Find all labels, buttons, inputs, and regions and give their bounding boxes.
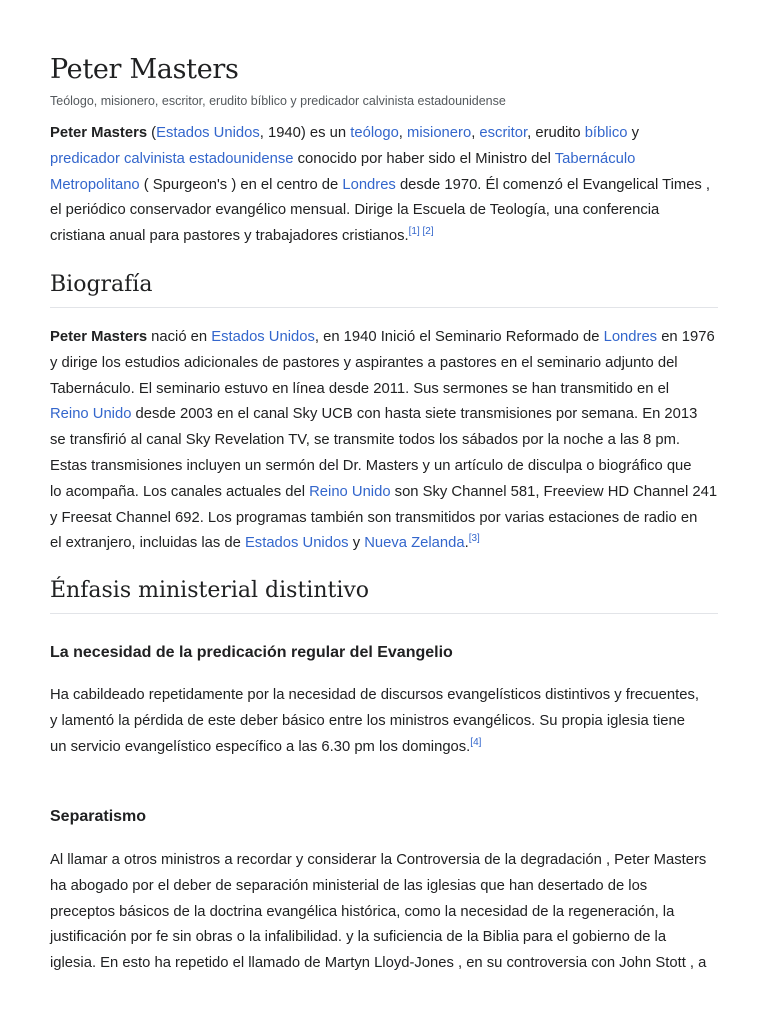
link-estados-unidos[interactable]: Estados Unidos	[156, 125, 260, 141]
link-estados-unidos[interactable]: Estados Unidos	[244, 535, 349, 552]
subsection-heading-predicacion: La necesidad de la predicación regular del Evangelio	[50, 644, 453, 661]
page-subtitle: Teólogo, misionero, escritor, erudito bíblico y predicador calvinista estadounidense	[50, 94, 506, 108]
page-title: Peter Masters	[50, 54, 239, 85]
separatismo-paragraph: Al llamar a otros ministros a recordar y considerar la Controversia de la degradación , Peter Masters ha abogado por el deber de separación ministerial de las iglesias que han desertado de los preceptos básicos de la doctrina evangélica histórica, como la necesidad de la regeneración, la justificación por fe sin obras o la infalibilidad. y la suficiencia de la Biblia para el gobierno de la iglesia. En esto ha repetido el llamado de Martyn Lloyd-Jones , en su controversia con John Stott , a	[50, 852, 707, 972]
link-misionero[interactable]: misionero	[407, 125, 472, 141]
biografia-paragraph: Peter Masters nació en Estados Unidos, en 1940 Inició el Seminario Reformado de Londres en 1976 y dirige los estudios adicionales de pastores y aspirantes a pastores en el seminario adjunto del Tabernáculo. El seminario estuvo en línea desde 2011. Sus sermones se han transmitido en el Reino Unido desde 2003 en el canal Sky UCB con hasta siete transmisiones por semana. En 2013 se transfirió al canal Sky Revelation TV, se transmite todos los sábados por la noche a las 8 pm. Estas transmisiones incluyen un sermón del Dr. Masters y un artículo de disculpa o biográfico que lo acompaña. Los canales actuales del Reino Unido son Sky Channel 581, Freeview HD Channel 241 y Freesat Channel 692. Los programas también son transmitidos por varias estaciones de radio en el extranjero, incluidas las de Estados Unidos y Nueva Zelanda.[3]	[50, 329, 718, 552]
link-reino-unido[interactable]: Reino Unido	[50, 406, 132, 423]
link-teologo[interactable]: teólogo	[350, 125, 399, 141]
intro-paragraph: Peter Masters (Estados Unidos, 1940) es un teólogo, misionero, escritor, erudito bíblico y predicador calvinista estadounidense conocido por haber sido el Ministro del Tabernáculo Metropolitano ( Spurgeon's ) en el centro de Londres desde 1970. Él comenzó el Evangelical Times , el periódico conservador evangélico mensual. Dirige la Escuela de Teología, una conferencia cristiana anual para pastores y trabajadores cristianos.[1] [2]	[50, 125, 711, 245]
link-londres[interactable]: Londres	[342, 176, 396, 193]
link-tabernaculo[interactable]: Tabernáculo	[554, 150, 636, 167]
reference-4[interactable]: [4]	[470, 736, 482, 748]
subsection-heading-separatismo: Separatismo	[50, 808, 147, 825]
link-londres[interactable]: Londres	[603, 329, 658, 345]
link-nueva-zelanda[interactable]: Nueva Zelanda	[364, 535, 465, 552]
section-heading-enfasis: Énfasis ministerial distintivo	[50, 578, 718, 614]
reference-1[interactable]: [1]	[408, 226, 420, 238]
reference-2[interactable]: [2]	[422, 226, 434, 238]
link-biblico[interactable]: bíblico	[584, 125, 628, 141]
subject-name: Peter Masters	[50, 125, 148, 141]
link-metropolitano[interactable]: Metropolitano	[50, 176, 140, 193]
section-heading-biografia: Biografía	[50, 272, 718, 308]
predicacion-paragraph: Ha cabildeado repetidamente por la necesidad de discursos evangelísticos distintivos y frecuentes, y lamentó la pérdida de este deber básico entre los ministros evangélicos. Su propia iglesia tiene un servicio evangelístico específico a las 6.30 pm los domingos.[4]	[50, 687, 699, 755]
link-estados-unidos[interactable]: Estados Unidos	[211, 329, 315, 345]
link-reino-unido[interactable]: Reino Unido	[309, 483, 391, 500]
link-escritor[interactable]: escritor	[479, 125, 528, 141]
reference-3[interactable]: [3]	[468, 533, 480, 545]
link-predicador-calvinista[interactable]: predicador calvinista estadounidense	[50, 150, 294, 167]
